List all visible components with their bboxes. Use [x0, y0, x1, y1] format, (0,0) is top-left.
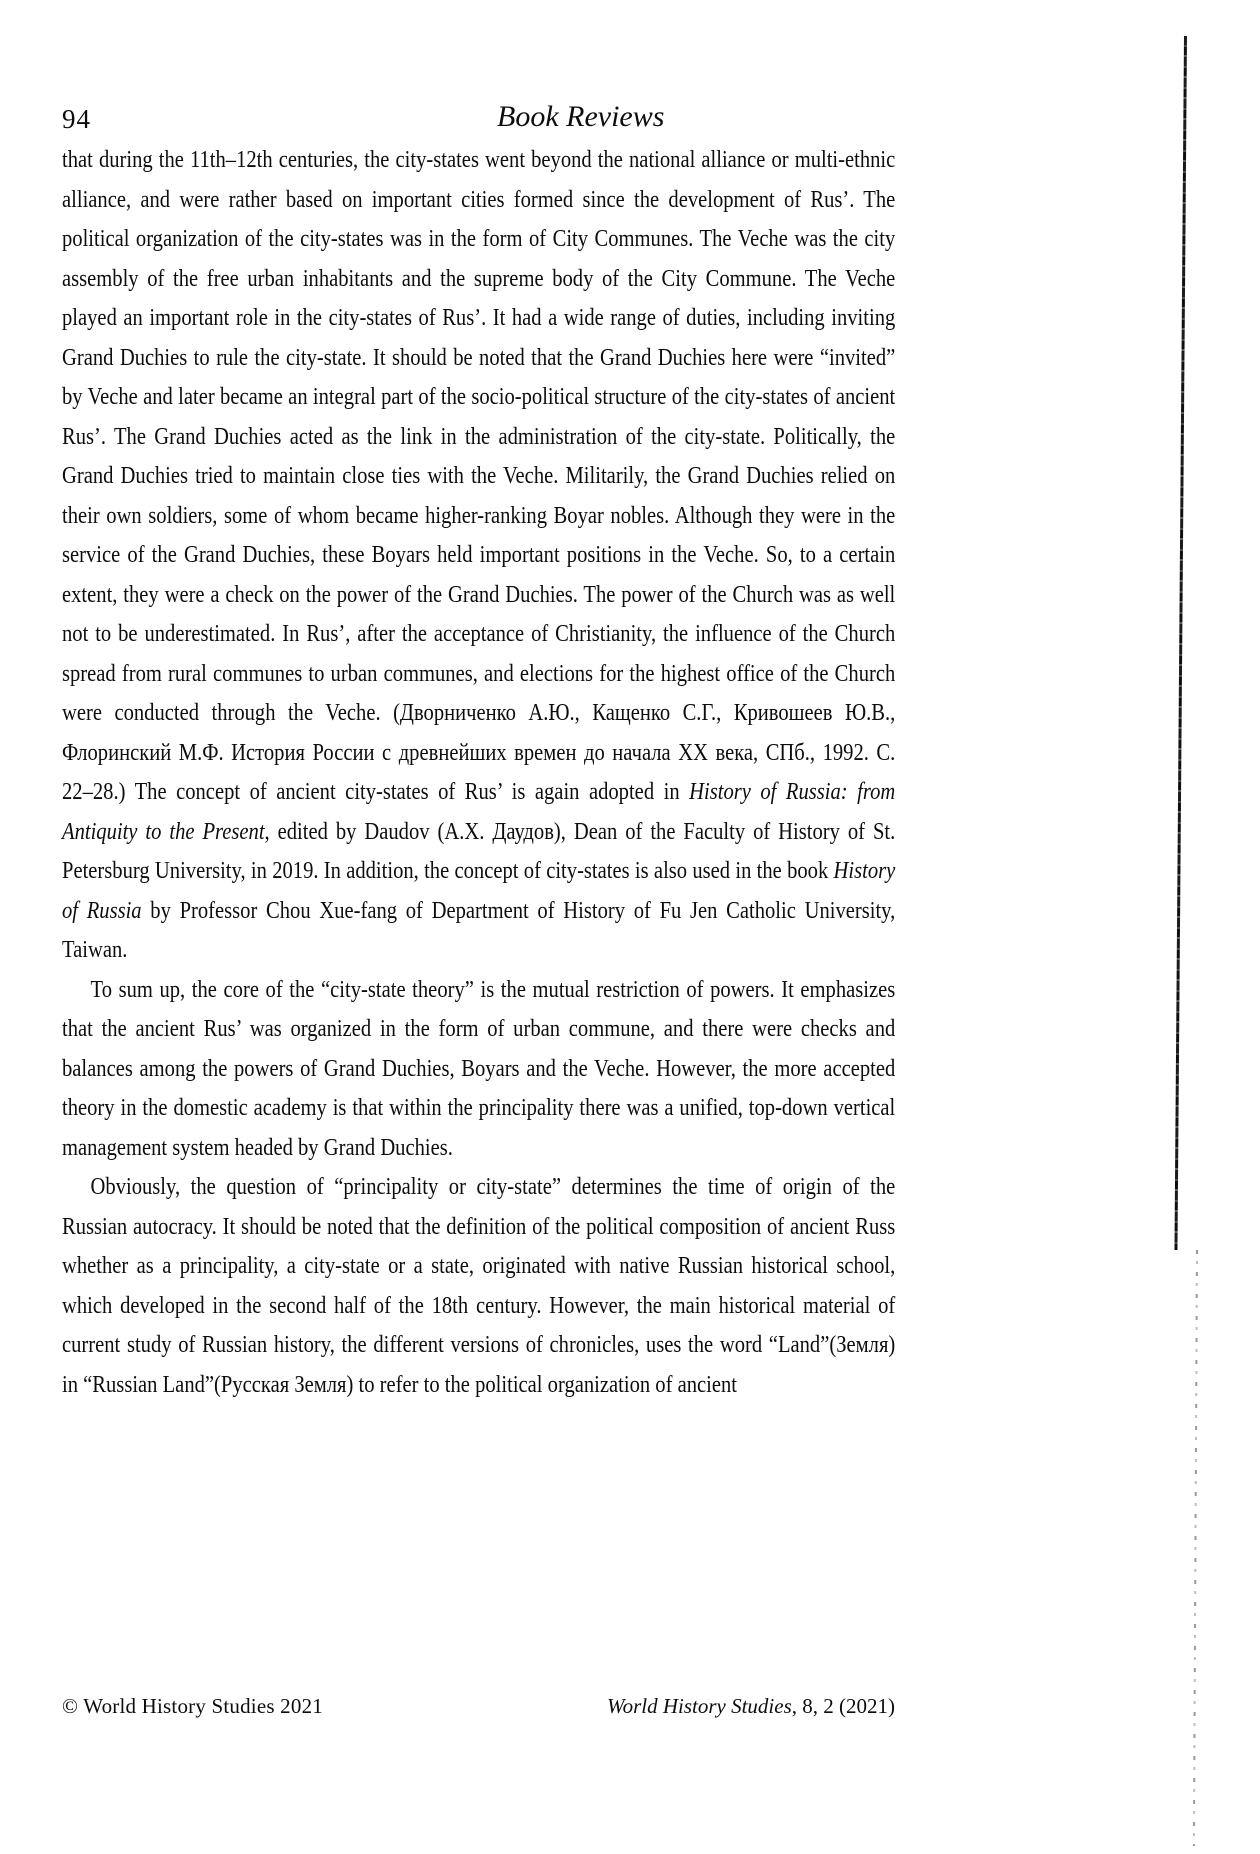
text-run: Obviously, the question of “principality or city-state” determines the time of origin of the Russian autocracy. It should be noted that the definition of the political composition of ancient Russ whether as a principality, a city-state or a state, originated with native Russian historical school, which developed in the second half of the 18th century. However, the main historical material of current study of Russian history, the different versions of chronicles, uses the word “Land”(Земля) in “Russian Land”(Русская Земля) to refer to the political organization of ancient	[62, 1173, 896, 1398]
book-title-italic: History of Russia	[62, 857, 896, 924]
running-head-title: Book Reviews	[497, 100, 665, 133]
book-title-italic: History of Russia: from Antiquity to the Present	[62, 778, 896, 845]
journal-name: World History Studies	[607, 1694, 792, 1718]
issue-info: , 8, 2 (2021)	[791, 1694, 895, 1718]
body-text	[62, 140, 895, 1404]
page-number: 94	[62, 104, 91, 134]
text-run: that during the 11th–12th centuries, the city-states went beyond the national alliance or multi-ethnic alliance, and were rather based on important cities formed since the development of Rus’. The political organization of the city-states was in the form of City Communes. The Veche was the city assembly of the free urban inhabitants and the supreme body of the City Commune. The Veche played an important role in the city-states of Rus’. It had a wide range of duties, including inviting Grand Duchies to rule the city-state. It should be noted that the Grand Duchies here were “invited” by Veche and later became an integral part of the socio-political structure of the city-states of ancient Rus’. The Grand Duchies acted as the link in the administration of the city-state. Politically, the Grand Duchies tried to maintain close ties with the Veche. Militarily, the Grand Duchies relied on their own soldiers, some of whom became higher-ranking Boyar nobles. Although they were in the service of the Grand Duchies, these Boyars held important positions in the Veche. So, to a certain extent, they were a check on the power of the Grand Duchies. The power of the Church was as well not to be underestimated. In Rus’, after the acceptance of Christianity, the influence of the Church spread from rural communes to urban communes, and elections for the highest office of the Church were conducted through the Veche. (Дворниченко А.Ю., Кащенко С.Г., Кривошеев Ю.В., Флоринский М.Ф. История России с древнейших времен до начала XX века, СПб., 1992. С. 22–28.) The concept of ancient city-states of Rus’ is again adopted in	[62, 146, 896, 805]
paragraph-2	[62, 970, 895, 1168]
paragraph-3	[62, 1167, 895, 1404]
text-run: by Professor Chou Xue-fang of Department of History of Fu Jen Catholic University, Taiwan.	[62, 896, 896, 963]
text-run: , edited by Daudov (А.Х. Даудов), Dean of the Faculty of History of St. Petersburg University, in 2019. In addition, the concept of city-states is also used in the book	[62, 817, 896, 884]
text-run: To sum up, the core of the “city-state theory” is the mutual restriction of powers. It emphasizes that the ancient Rus’ was organized in the form of urban commune, and there were checks and balances among the powers of Grand Duchies, Boyars and the Veche. However, the more accepted theory in the domestic academy is that within the principality there was a unified, top-down vertical management system headed by Grand Duchies.	[62, 975, 896, 1161]
journal-citation	[607, 1694, 895, 1719]
scan-artifact-line	[1174, 36, 1186, 1250]
paragraph-1	[62, 140, 895, 970]
page-footer	[62, 1694, 895, 1719]
copyright-note: © World History Studies 2021	[62, 1694, 323, 1718]
scan-artifact-line-faint	[1193, 1250, 1198, 1846]
page-header	[62, 100, 895, 140]
